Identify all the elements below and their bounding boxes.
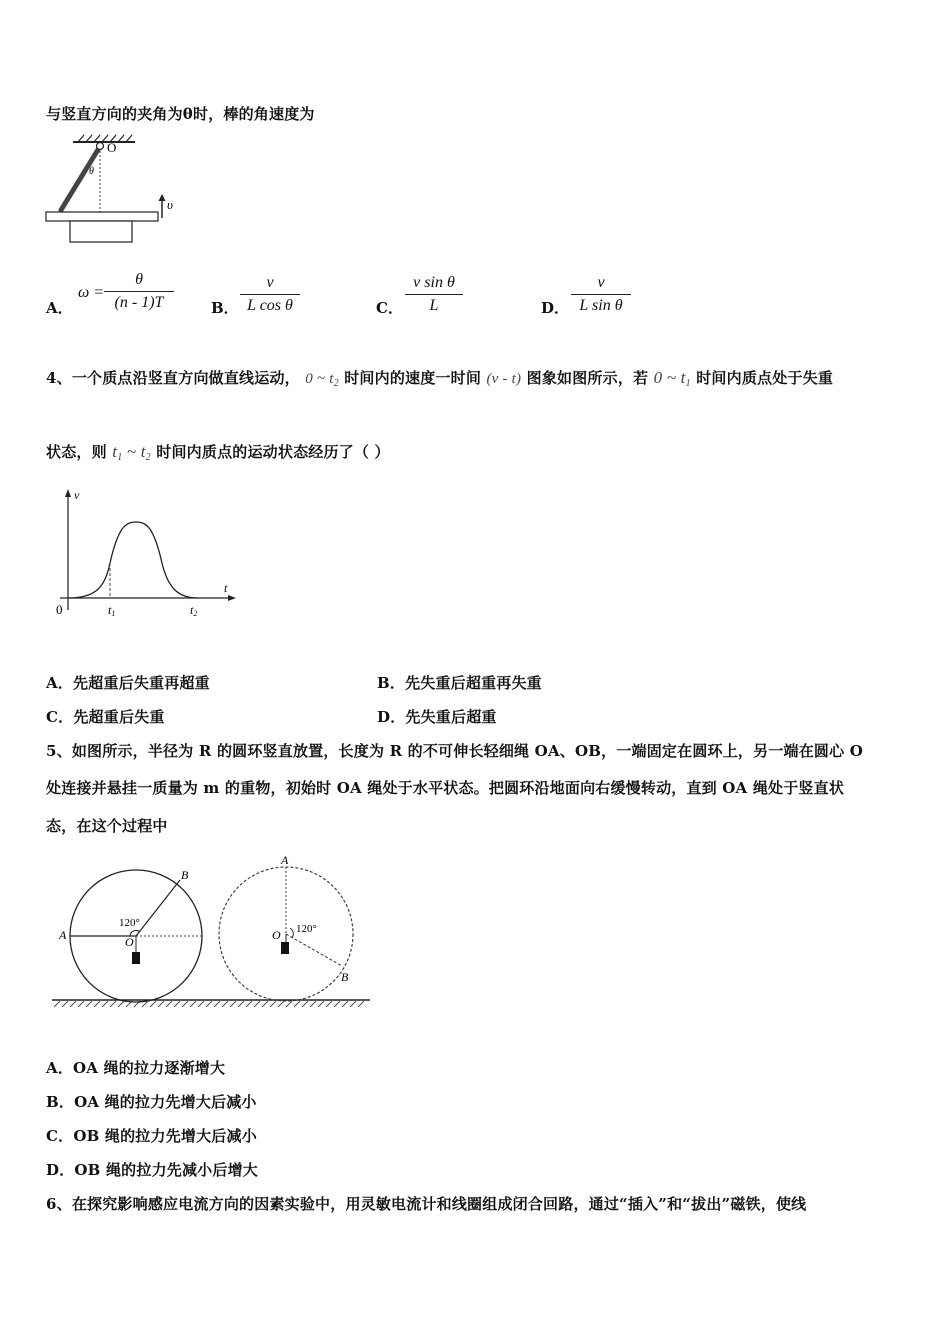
q6-line1: 6、在探究影响感应电流方向的因素实验中，用灵敏电流计和线圈组成闭合回路，通过“插入”和“拔出”磁铁，使线: [46, 1195, 807, 1213]
q4-vt: (v - t): [486, 371, 522, 387]
q4-line1: [46, 367, 833, 389]
ring1-o-label: O: [125, 935, 134, 949]
velocity-label: υ: [167, 197, 173, 212]
q4-option-c[interactable]: C．先超重后失重: [46, 708, 165, 726]
q5-line2: 处连接并悬挂一质量为 m 的重物，初始时 OA 绳处于水平状态。把圆环沿地面向右缓慢转动，直到 OA 绳处于竖直状: [46, 779, 845, 797]
q4-line1-d: 时间内质点处于失重: [696, 369, 834, 387]
q3-option-d-fraction: [571, 274, 631, 315]
ring-figure: [50, 852, 380, 1012]
q4-line2-b: 时间内质点的运动状态经历了（ ）: [156, 443, 390, 461]
q3-option-a-label[interactable]: A．: [46, 299, 73, 317]
q4-range2: 0 ~ $t_1$: [653, 368, 691, 389]
q3-intro: 与竖直方向的夹角为θ时，棒的角速度为: [46, 105, 315, 123]
graph-t2: t2: [190, 603, 198, 618]
q3-option-b-label[interactable]: B．: [211, 299, 239, 317]
ring2-a-label: A: [281, 853, 289, 867]
graph-y-label: v: [74, 488, 80, 502]
graph-x-label: t: [224, 581, 228, 595]
ring1-a-label: A: [59, 928, 67, 942]
rod-figure: [40, 130, 180, 250]
q3-option-b-den: L cos θ: [240, 294, 300, 315]
q3-option-c-num: v sin θ: [413, 274, 455, 291]
ring2-angle-label: 120°: [296, 923, 317, 935]
q3-option-a-num: θ: [135, 271, 143, 288]
q5-option-c[interactable]: C．OB 绳的拉力先增大后减小: [46, 1127, 257, 1145]
graph-origin: 0: [56, 602, 63, 617]
q4-line1-a: 4、一个质点沿竖直方向做直线运动，: [46, 369, 300, 387]
vt-graph: [50, 488, 250, 623]
q3-option-b-fraction: [240, 274, 300, 315]
q3-option-d-label[interactable]: D．: [541, 299, 570, 317]
q4-line2: [46, 441, 390, 463]
q4-option-b[interactable]: B．先失重后超重再失重: [377, 674, 542, 692]
q4-option-d[interactable]: D．先失重后超重: [377, 708, 497, 726]
q3-option-a-prefix: ω =: [78, 284, 105, 301]
ring2-o-label: O: [272, 928, 281, 942]
q3-option-d-den: L sin θ: [571, 294, 631, 315]
q4-line1-b: 时间内的速度一时间: [344, 369, 482, 387]
ring1-angle-label: 120°: [119, 917, 140, 929]
q3-option-c-den: L: [405, 294, 463, 315]
pivot-label: O: [107, 140, 117, 155]
ring1-b-label: B: [181, 868, 189, 882]
angle-label: θ: [89, 166, 94, 177]
q4-option-a[interactable]: A．先超重后失重再超重: [46, 674, 210, 692]
ring2-b-label: B: [341, 970, 349, 984]
q3-option-c-label[interactable]: C．: [376, 299, 403, 317]
q4-line1-c: 图象如图所示，若: [526, 369, 649, 387]
q4-line2-a: 状态，则: [46, 443, 107, 461]
q5-line1: 5、如图所示，半径为 R 的圆环竖直放置，长度为 R 的不可伸长轻细绳 OA、OB，一端固定在圆环上，另一端在圆心 O: [46, 742, 864, 760]
q3-option-b-num: v: [266, 274, 274, 291]
q5-option-b[interactable]: B．OA 绳的拉力先增大后减小: [46, 1093, 257, 1111]
graph-t1: t1: [108, 603, 116, 618]
q5-line3: 态，在这个过程中: [46, 817, 168, 835]
q3-option-d-num: v: [597, 274, 605, 291]
q3-option-a-den: (n - 1)T: [104, 291, 174, 312]
q3-option-a-fraction: [104, 271, 174, 312]
q4-range3: $t_1$ ~ $t_2$: [112, 442, 151, 463]
q4-range1: 0 ~ $t_2$: [305, 371, 339, 389]
q5-option-d[interactable]: D．OB 绳的拉力先减小后增大: [46, 1161, 258, 1179]
q5-option-a[interactable]: A．OA 绳的拉力逐渐增大: [46, 1059, 226, 1077]
q3-option-c-fraction: [405, 274, 463, 315]
